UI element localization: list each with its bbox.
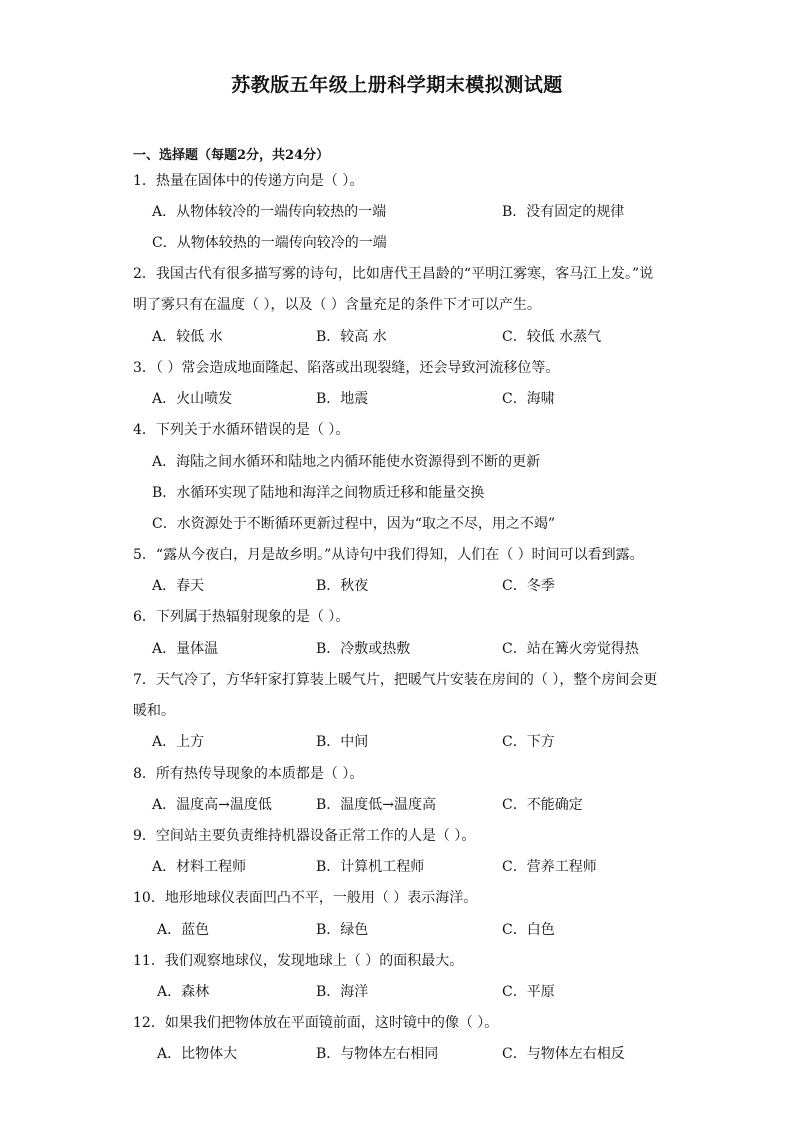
question-2-text: 2．我国古代有很多描写雾的诗句，比如唐代王昌龄的“平明江雾寒，客马江上发。”说: [133, 266, 654, 282]
question-2-option-b: B．较高 水: [316, 329, 387, 345]
question-12-text: 12．如果我们把物体放在平面镜前面，这时镜中的像（ ）。: [133, 1015, 499, 1031]
question-10-text: 10．地形地球仪表面凹凸不平，一般用（ ）表示海洋。: [133, 890, 478, 906]
question-12-option-a: A．比物体大: [157, 1046, 238, 1062]
question-5-option-a: A．春天: [152, 578, 205, 594]
question-9-text: 9．空间站主要负责维持机器设备正常工作的人是（ ）。: [133, 828, 476, 844]
question-8-text: 8．所有热传导现象的本质都是（ ）。: [133, 766, 364, 782]
question-8-option-c: C．不能确定: [502, 797, 583, 813]
question-3-option-c: C．海啸: [502, 391, 555, 407]
question-11-option-a: A．森林: [157, 984, 210, 1000]
section-heading: 一、选择题（每题2分，共24分）: [133, 148, 330, 163]
question-1-option-b: B．没有固定的规律: [502, 204, 625, 220]
question-7-option-c: C．下方: [502, 734, 555, 750]
question-5-option-c: C．冬季: [502, 578, 555, 594]
question-8-option-b: B．温度低→温度高: [316, 797, 437, 813]
question-10-option-b: B．绿色: [316, 922, 369, 938]
question-5-text: 5．“露从今夜白，月是故乡明。”从诗句中我们得知，人们在（ ）时间可以看到露。: [133, 547, 644, 563]
question-11-text: 11．我们观察地球仪，发现地球上（ ）的面积最大。: [133, 953, 464, 969]
question-3-text: 3．（ ）常会造成地面隆起、陷落或出现裂缝，还会导致河流移位等。: [133, 360, 560, 376]
question-9-option-a: A．材料工程师: [152, 859, 247, 875]
question-8-option-a: A．温度高→温度低: [152, 797, 272, 813]
question-6-option-c: C．站在篝火旁觉得热: [502, 641, 639, 657]
question-1-option-c: C．从物体较热的一端传向较冷的一端: [152, 235, 387, 251]
question-7-text-cont: 暖和。: [133, 703, 175, 719]
question-3-option-b: B．地震: [316, 391, 369, 407]
page-title: 苏教版五年级上册科学期末模拟测试题: [231, 74, 563, 96]
question-1-text: 1．热量在固体中的传递方向是（ ）。: [133, 173, 364, 189]
question-6-option-b: B．冷敷或热敷: [316, 641, 411, 657]
question-10-option-a: A．蓝色: [157, 922, 210, 938]
question-12-option-c: C．与物体左右相反: [502, 1046, 625, 1062]
question-6-text: 6．下列属于热辐射现象的是（ ）。: [133, 609, 350, 625]
question-6-option-a: A．量体温: [152, 641, 219, 657]
question-7-text: 7．天气冷了，方华轩家打算装上暖气片，把暖气片安装在房间的（ ），整个房间会更: [133, 672, 658, 688]
question-4-option-a: A．海陆之间水循环和陆地之内循环能使水资源得到不断的更新: [152, 454, 541, 470]
question-11-option-b: B．海洋: [316, 984, 369, 1000]
question-3-option-a: A．火山喷发: [152, 391, 233, 407]
question-10-option-c: C．白色: [502, 922, 555, 938]
question-11-option-c: C．平原: [502, 984, 555, 1000]
question-7-option-a: A．上方: [152, 734, 205, 750]
question-2-option-a: A．较低 水: [152, 329, 223, 345]
question-7-option-b: B．中间: [316, 734, 369, 750]
question-1-option-a: A．从物体较冷的一端传向较热的一端: [152, 204, 387, 220]
question-4-text: 4．下列关于水循环错误的是（ ）。: [133, 422, 350, 438]
question-12-option-b: B．与物体左右相同: [316, 1046, 439, 1062]
question-9-option-c: C．营养工程师: [502, 859, 597, 875]
question-4-option-b: B．水循环实现了陆地和海洋之间物质迁移和能量交换: [152, 485, 485, 501]
question-9-option-b: B．计算机工程师: [316, 859, 425, 875]
question-4-option-c: C．水资源处于不断循环更新过程中，因为“取之不尽，用之不竭”: [152, 516, 556, 532]
question-5-option-b: B．秋夜: [316, 578, 369, 594]
question-2-text-cont: 明了雾只有在温度（ ），以及（ ）含量充足的条件下才可以产生。: [133, 297, 541, 313]
question-2-option-c: C．较低 水蒸气: [502, 329, 602, 345]
